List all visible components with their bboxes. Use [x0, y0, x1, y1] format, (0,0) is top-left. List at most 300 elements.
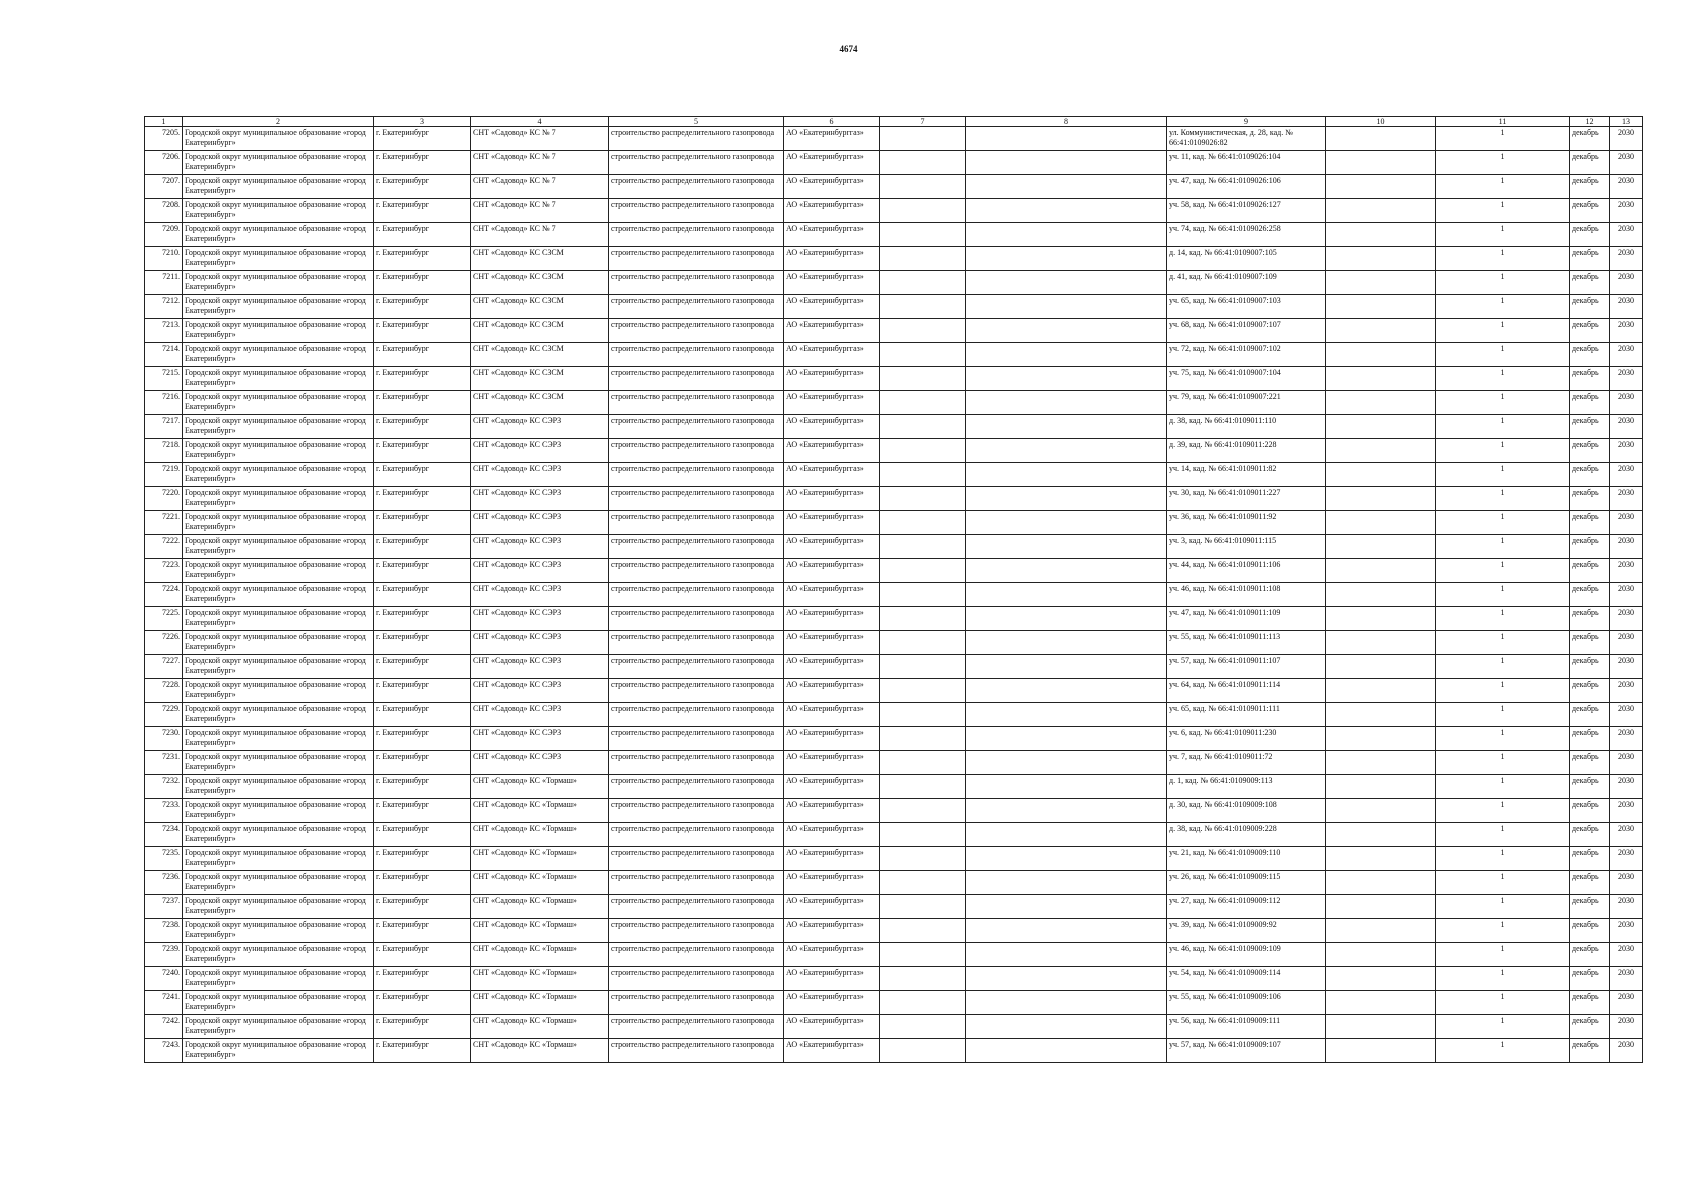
settlement-cell: г. Екатеринбург	[374, 1039, 471, 1063]
object-cell: СНТ «Садовод» КС СЭРЗ	[471, 583, 609, 607]
object-cell: СНТ «Садовод» КС СЭРЗ	[471, 655, 609, 679]
col7-cell	[880, 127, 966, 151]
count-cell: 1	[1436, 343, 1570, 367]
row-number: 7233.	[145, 799, 183, 823]
settlement-cell: г. Екатеринбург	[374, 343, 471, 367]
col8-cell	[966, 655, 1167, 679]
municipality-cell: Городской округ муниципальное образование «город Екатеринбург»	[183, 487, 374, 511]
count-cell: 1	[1436, 319, 1570, 343]
col7-cell	[880, 295, 966, 319]
table-row	[145, 727, 1643, 751]
row-number: 7242.	[145, 1015, 183, 1039]
month-cell: декабрь	[1570, 1039, 1610, 1063]
settlement-cell: г. Екатеринбург	[374, 871, 471, 895]
object-cell: СНТ «Садовод» КС СЭРЗ	[471, 487, 609, 511]
work-type-cell: строительство распределительного газопровода	[609, 559, 784, 583]
work-type-cell: строительство распределительного газопровода	[609, 487, 784, 511]
month-cell: декабрь	[1570, 559, 1610, 583]
settlement-cell: г. Екатеринбург	[374, 391, 471, 415]
work-type-cell: строительство распределительного газопровода	[609, 895, 784, 919]
row-number: 7239.	[145, 943, 183, 967]
row-number: 7237.	[145, 895, 183, 919]
operator-cell: АО «Екатеринбурггаз»	[784, 823, 880, 847]
object-cell: СНТ «Садовод» КС «Тормаш»	[471, 799, 609, 823]
table-row	[145, 415, 1643, 439]
row-number: 7216.	[145, 391, 183, 415]
operator-cell: АО «Екатеринбурггаз»	[784, 943, 880, 967]
municipality-cell: Городской округ муниципальное образование «город Екатеринбург»	[183, 535, 374, 559]
operator-cell: АО «Екатеринбурггаз»	[784, 655, 880, 679]
year-cell: 2030	[1610, 511, 1643, 535]
col7-cell	[880, 967, 966, 991]
col7-cell	[880, 271, 966, 295]
operator-cell: АО «Екатеринбурггаз»	[784, 631, 880, 655]
operator-cell: АО «Екатеринбурггаз»	[784, 319, 880, 343]
object-cell: СНТ «Садовод» КС СЭРЗ	[471, 559, 609, 583]
table-row	[145, 247, 1643, 271]
row-number: 7238.	[145, 919, 183, 943]
year-cell: 2030	[1610, 775, 1643, 799]
object-cell: СНТ «Садовод» КС «Тормаш»	[471, 919, 609, 943]
count-cell: 1	[1436, 487, 1570, 511]
year-cell: 2030	[1610, 583, 1643, 607]
month-cell: декабрь	[1570, 655, 1610, 679]
month-cell: декабрь	[1570, 775, 1610, 799]
object-cell: СНТ «Садовод» КС «Тормаш»	[471, 943, 609, 967]
col8-cell	[966, 271, 1167, 295]
table-row	[145, 607, 1643, 631]
municipality-cell: Городской округ муниципальное образование «город Екатеринбург»	[183, 319, 374, 343]
address-cell: уч. 65, кад. № 66:41:0109011:111	[1167, 703, 1326, 727]
row-number: 7220.	[145, 487, 183, 511]
address-cell: д. 38, кад. № 66:41:0109009:228	[1167, 823, 1326, 847]
operator-cell: АО «Екатеринбурггаз»	[784, 247, 880, 271]
col7-cell	[880, 391, 966, 415]
municipality-cell: Городской округ муниципальное образование «город Екатеринбург»	[183, 367, 374, 391]
year-cell: 2030	[1610, 319, 1643, 343]
col10-cell	[1326, 823, 1436, 847]
column-header: 10	[1326, 117, 1436, 127]
count-cell: 1	[1436, 775, 1570, 799]
month-cell: декабрь	[1570, 463, 1610, 487]
operator-cell: АО «Екатеринбурггаз»	[784, 679, 880, 703]
col10-cell	[1326, 391, 1436, 415]
work-type-cell: строительство распределительного газопровода	[609, 415, 784, 439]
operator-cell: АО «Екатеринбурггаз»	[784, 967, 880, 991]
count-cell: 1	[1436, 223, 1570, 247]
table-row	[145, 1039, 1643, 1063]
object-cell: СНТ «Садовод» КС СЭРЗ	[471, 607, 609, 631]
col7-cell	[880, 823, 966, 847]
col7-cell	[880, 1039, 966, 1063]
col8-cell	[966, 199, 1167, 223]
month-cell: декабрь	[1570, 703, 1610, 727]
operator-cell: АО «Екатеринбурггаз»	[784, 775, 880, 799]
settlement-cell: г. Екатеринбург	[374, 127, 471, 151]
municipality-cell: Городской округ муниципальное образование «город Екатеринбург»	[183, 775, 374, 799]
municipality-cell: Городской округ муниципальное образование «город Екатеринбург»	[183, 847, 374, 871]
col8-cell	[966, 175, 1167, 199]
col8-cell	[966, 343, 1167, 367]
work-type-cell: строительство распределительного газопровода	[609, 871, 784, 895]
settlement-cell: г. Екатеринбург	[374, 415, 471, 439]
year-cell: 2030	[1610, 1015, 1643, 1039]
col10-cell	[1326, 295, 1436, 319]
count-cell: 1	[1436, 631, 1570, 655]
object-cell: СНТ «Садовод» КС «Тормаш»	[471, 1039, 609, 1063]
municipality-cell: Городской округ муниципальное образование «город Екатеринбург»	[183, 463, 374, 487]
month-cell: декабрь	[1570, 919, 1610, 943]
year-cell: 2030	[1610, 295, 1643, 319]
address-cell: уч. 6, кад. № 66:41:0109011:230	[1167, 727, 1326, 751]
object-cell: СНТ «Садовод» КС СЭРЗ	[471, 751, 609, 775]
header-row	[145, 117, 1643, 127]
col10-cell	[1326, 175, 1436, 199]
municipality-cell: Городской округ муниципальное образование «город Екатеринбург»	[183, 799, 374, 823]
settlement-cell: г. Екатеринбург	[374, 655, 471, 679]
month-cell: декабрь	[1570, 295, 1610, 319]
col10-cell	[1326, 1039, 1436, 1063]
count-cell: 1	[1436, 175, 1570, 199]
row-number: 7228.	[145, 679, 183, 703]
year-cell: 2030	[1610, 1039, 1643, 1063]
row-number: 7243.	[145, 1039, 183, 1063]
address-cell: уч. 72, кад. № 66:41:0109007:102	[1167, 343, 1326, 367]
operator-cell: АО «Екатеринбурггаз»	[784, 1039, 880, 1063]
settlement-cell: г. Екатеринбург	[374, 823, 471, 847]
address-cell: уч. 7, кад. № 66:41:0109011:72	[1167, 751, 1326, 775]
table-body	[145, 127, 1643, 1063]
address-cell: уч. 74, кад. № 66:41:0109026:258	[1167, 223, 1326, 247]
col10-cell	[1326, 751, 1436, 775]
table-row	[145, 703, 1643, 727]
col8-cell	[966, 631, 1167, 655]
work-type-cell: строительство распределительного газопровода	[609, 991, 784, 1015]
operator-cell: АО «Екатеринбурггаз»	[784, 871, 880, 895]
column-header: 11	[1436, 117, 1570, 127]
operator-cell: АО «Екатеринбурггаз»	[784, 919, 880, 943]
settlement-cell: г. Екатеринбург	[374, 607, 471, 631]
object-cell: СНТ «Садовод» КС СЭРЗ	[471, 415, 609, 439]
table-row	[145, 679, 1643, 703]
count-cell: 1	[1436, 967, 1570, 991]
table-row	[145, 943, 1643, 967]
column-header: 13	[1610, 117, 1643, 127]
count-cell: 1	[1436, 391, 1570, 415]
col8-cell	[966, 127, 1167, 151]
operator-cell: АО «Екатеринбурггаз»	[784, 367, 880, 391]
table-row	[145, 343, 1643, 367]
col7-cell	[880, 607, 966, 631]
col7-cell	[880, 535, 966, 559]
col8-cell	[966, 943, 1167, 967]
table-row	[145, 439, 1643, 463]
address-cell: уч. 55, кад. № 66:41:0109011:113	[1167, 631, 1326, 655]
col7-cell	[880, 679, 966, 703]
table-row	[145, 775, 1643, 799]
municipality-cell: Городской округ муниципальное образование «город Екатеринбург»	[183, 511, 374, 535]
table-row	[145, 391, 1643, 415]
settlement-cell: г. Екатеринбург	[374, 679, 471, 703]
municipality-cell: Городской округ муниципальное образование «город Екатеринбург»	[183, 727, 374, 751]
count-cell: 1	[1436, 415, 1570, 439]
municipality-cell: Городской округ муниципальное образование «город Екатеринбург»	[183, 199, 374, 223]
operator-cell: АО «Екатеринбурггаз»	[784, 727, 880, 751]
count-cell: 1	[1436, 559, 1570, 583]
table-row	[145, 463, 1643, 487]
column-header: 3	[374, 117, 471, 127]
col10-cell	[1326, 655, 1436, 679]
count-cell: 1	[1436, 535, 1570, 559]
work-type-cell: строительство распределительного газопровода	[609, 175, 784, 199]
year-cell: 2030	[1610, 823, 1643, 847]
year-cell: 2030	[1610, 463, 1643, 487]
month-cell: декабрь	[1570, 343, 1610, 367]
object-cell: СНТ «Садовод» КС СЗСМ	[471, 295, 609, 319]
col10-cell	[1326, 319, 1436, 343]
col10-cell	[1326, 631, 1436, 655]
month-cell: декабрь	[1570, 799, 1610, 823]
address-cell: уч. 55, кад. № 66:41:0109009:106	[1167, 991, 1326, 1015]
col7-cell	[880, 703, 966, 727]
object-cell: СНТ «Садовод» КС № 7	[471, 151, 609, 175]
col7-cell	[880, 559, 966, 583]
col10-cell	[1326, 1015, 1436, 1039]
col7-cell	[880, 439, 966, 463]
operator-cell: АО «Екатеринбурггаз»	[784, 223, 880, 247]
work-type-cell: строительство распределительного газопровода	[609, 151, 784, 175]
row-number: 7221.	[145, 511, 183, 535]
year-cell: 2030	[1610, 223, 1643, 247]
table-row	[145, 895, 1643, 919]
row-number: 7232.	[145, 775, 183, 799]
column-header: 7	[880, 117, 966, 127]
column-header: 8	[966, 117, 1167, 127]
column-header: 1	[145, 117, 183, 127]
address-cell: уч. 68, кад. № 66:41:0109007:107	[1167, 319, 1326, 343]
object-cell: СНТ «Садовод» КС «Тормаш»	[471, 967, 609, 991]
row-number: 7209.	[145, 223, 183, 247]
address-cell: д. 30, кад. № 66:41:0109009:108	[1167, 799, 1326, 823]
settlement-cell: г. Екатеринбург	[374, 295, 471, 319]
municipality-cell: Городской округ муниципальное образование «город Екатеринбург»	[183, 247, 374, 271]
settlement-cell: г. Екатеринбург	[374, 367, 471, 391]
row-number: 7226.	[145, 631, 183, 655]
address-cell: уч. 64, кад. № 66:41:0109011:114	[1167, 679, 1326, 703]
count-cell: 1	[1436, 823, 1570, 847]
settlement-cell: г. Екатеринбург	[374, 727, 471, 751]
count-cell: 1	[1436, 751, 1570, 775]
col8-cell	[966, 511, 1167, 535]
col7-cell	[880, 199, 966, 223]
col10-cell	[1326, 895, 1436, 919]
count-cell: 1	[1436, 871, 1570, 895]
col8-cell	[966, 919, 1167, 943]
col10-cell	[1326, 439, 1436, 463]
work-type-cell: строительство распределительного газопровода	[609, 751, 784, 775]
year-cell: 2030	[1610, 847, 1643, 871]
object-cell: СНТ «Садовод» КС «Тормаш»	[471, 895, 609, 919]
address-cell: уч. 58, кад. № 66:41:0109026:127	[1167, 199, 1326, 223]
object-cell: СНТ «Садовод» КС «Тормаш»	[471, 847, 609, 871]
month-cell: декабрь	[1570, 847, 1610, 871]
count-cell: 1	[1436, 583, 1570, 607]
address-cell: д. 41, кад. № 66:41:0109007:109	[1167, 271, 1326, 295]
object-cell: СНТ «Садовод» КС «Тормаш»	[471, 871, 609, 895]
year-cell: 2030	[1610, 703, 1643, 727]
settlement-cell: г. Екатеринбург	[374, 439, 471, 463]
row-number: 7234.	[145, 823, 183, 847]
object-cell: СНТ «Садовод» КС СЗСМ	[471, 319, 609, 343]
col8-cell	[966, 487, 1167, 511]
row-number: 7205.	[145, 127, 183, 151]
address-cell: уч. 46, кад. № 66:41:0109009:109	[1167, 943, 1326, 967]
month-cell: декабрь	[1570, 607, 1610, 631]
col8-cell	[966, 1039, 1167, 1063]
table-row	[145, 631, 1643, 655]
work-type-cell: строительство распределительного газопровода	[609, 655, 784, 679]
municipality-cell: Городской округ муниципальное образование «город Екатеринбург»	[183, 991, 374, 1015]
settlement-cell: г. Екатеринбург	[374, 151, 471, 175]
municipality-cell: Городской округ муниципальное образование «город Екатеринбург»	[183, 871, 374, 895]
work-type-cell: строительство распределительного газопровода	[609, 391, 784, 415]
address-cell: д. 39, кад. № 66:41:0109011:228	[1167, 439, 1326, 463]
col7-cell	[880, 151, 966, 175]
work-type-cell: строительство распределительного газопровода	[609, 439, 784, 463]
col8-cell	[966, 319, 1167, 343]
month-cell: декабрь	[1570, 439, 1610, 463]
work-type-cell: строительство распределительного газопровода	[609, 919, 784, 943]
work-type-cell: строительство распределительного газопровода	[609, 775, 784, 799]
col7-cell	[880, 463, 966, 487]
operator-cell: АО «Екатеринбурггаз»	[784, 1015, 880, 1039]
row-number: 7207.	[145, 175, 183, 199]
col10-cell	[1326, 727, 1436, 751]
municipality-cell: Городской округ муниципальное образование «город Екатеринбург»	[183, 127, 374, 151]
address-cell: уч. 57, кад. № 66:41:0109011:107	[1167, 655, 1326, 679]
col10-cell	[1326, 247, 1436, 271]
settlement-cell: г. Екатеринбург	[374, 967, 471, 991]
month-cell: декабрь	[1570, 1015, 1610, 1039]
table-row	[145, 511, 1643, 535]
work-type-cell: строительство распределительного газопровода	[609, 511, 784, 535]
settlement-cell: г. Екатеринбург	[374, 535, 471, 559]
column-header: 9	[1167, 117, 1326, 127]
year-cell: 2030	[1610, 943, 1643, 967]
row-number: 7208.	[145, 199, 183, 223]
work-type-cell: строительство распределительного газопровода	[609, 1015, 784, 1039]
col7-cell	[880, 319, 966, 343]
settlement-cell: г. Екатеринбург	[374, 1015, 471, 1039]
year-cell: 2030	[1610, 391, 1643, 415]
municipality-cell: Городской округ муниципальное образование «город Екатеринбург»	[183, 1015, 374, 1039]
work-type-cell: строительство распределительного газопровода	[609, 295, 784, 319]
year-cell: 2030	[1610, 247, 1643, 271]
object-cell: СНТ «Садовод» КС СЭРЗ	[471, 535, 609, 559]
settlement-cell: г. Екатеринбург	[374, 559, 471, 583]
row-number: 7219.	[145, 463, 183, 487]
year-cell: 2030	[1610, 175, 1643, 199]
col8-cell	[966, 607, 1167, 631]
row-number: 7214.	[145, 343, 183, 367]
count-cell: 1	[1436, 151, 1570, 175]
col8-cell	[966, 463, 1167, 487]
table-row	[145, 655, 1643, 679]
address-cell: д. 38, кад. № 66:41:0109011:110	[1167, 415, 1326, 439]
col7-cell	[880, 991, 966, 1015]
address-cell: уч. 47, кад. № 66:41:0109011:109	[1167, 607, 1326, 631]
operator-cell: АО «Екатеринбурггаз»	[784, 751, 880, 775]
count-cell: 1	[1436, 607, 1570, 631]
operator-cell: АО «Екатеринбурггаз»	[784, 607, 880, 631]
address-cell: уч. 46, кад. № 66:41:0109011:108	[1167, 583, 1326, 607]
operator-cell: АО «Екатеринбурггаз»	[784, 415, 880, 439]
settlement-cell: г. Екатеринбург	[374, 799, 471, 823]
table-row	[145, 127, 1643, 151]
operator-cell: АО «Екатеринбурггаз»	[784, 127, 880, 151]
work-type-cell: строительство распределительного газопровода	[609, 703, 784, 727]
work-type-cell: строительство распределительного газопровода	[609, 943, 784, 967]
count-cell: 1	[1436, 295, 1570, 319]
count-cell: 1	[1436, 727, 1570, 751]
address-cell: д. 14, кад. № 66:41:0109007:105	[1167, 247, 1326, 271]
object-cell: СНТ «Садовод» КС СЗСМ	[471, 271, 609, 295]
count-cell: 1	[1436, 847, 1570, 871]
col8-cell	[966, 583, 1167, 607]
operator-cell: АО «Екатеринбурггаз»	[784, 343, 880, 367]
col10-cell	[1326, 607, 1436, 631]
month-cell: декабрь	[1570, 151, 1610, 175]
municipality-cell: Городской округ муниципальное образование «город Екатеринбург»	[183, 703, 374, 727]
count-cell: 1	[1436, 439, 1570, 463]
col8-cell	[966, 751, 1167, 775]
settlement-cell: г. Екатеринбург	[374, 751, 471, 775]
month-cell: декабрь	[1570, 631, 1610, 655]
year-cell: 2030	[1610, 535, 1643, 559]
year-cell: 2030	[1610, 631, 1643, 655]
row-number: 7215.	[145, 367, 183, 391]
settlement-cell: г. Екатеринбург	[374, 847, 471, 871]
count-cell: 1	[1436, 1015, 1570, 1039]
table-row	[145, 295, 1643, 319]
col10-cell	[1326, 223, 1436, 247]
table-row	[145, 799, 1643, 823]
operator-cell: АО «Екатеринбурггаз»	[784, 175, 880, 199]
col8-cell	[966, 703, 1167, 727]
row-number: 7225.	[145, 607, 183, 631]
operator-cell: АО «Екатеринбурггаз»	[784, 487, 880, 511]
table-row	[145, 583, 1643, 607]
object-cell: СНТ «Садовод» КС «Тормаш»	[471, 823, 609, 847]
col10-cell	[1326, 151, 1436, 175]
work-type-cell: строительство распределительного газопровода	[609, 199, 784, 223]
row-number: 7206.	[145, 151, 183, 175]
count-cell: 1	[1436, 247, 1570, 271]
col7-cell	[880, 631, 966, 655]
municipality-cell: Городской округ муниципальное образование «город Екатеринбург»	[183, 151, 374, 175]
month-cell: декабрь	[1570, 511, 1610, 535]
table-row	[145, 223, 1643, 247]
row-number: 7211.	[145, 271, 183, 295]
address-cell: уч. 44, кад. № 66:41:0109011:106	[1167, 559, 1326, 583]
table-row	[145, 1015, 1643, 1039]
settlement-cell: г. Екатеринбург	[374, 223, 471, 247]
col8-cell	[966, 535, 1167, 559]
row-number: 7224.	[145, 583, 183, 607]
operator-cell: АО «Екатеринбурггаз»	[784, 151, 880, 175]
table-row	[145, 751, 1643, 775]
operator-cell: АО «Екатеринбурггаз»	[784, 463, 880, 487]
